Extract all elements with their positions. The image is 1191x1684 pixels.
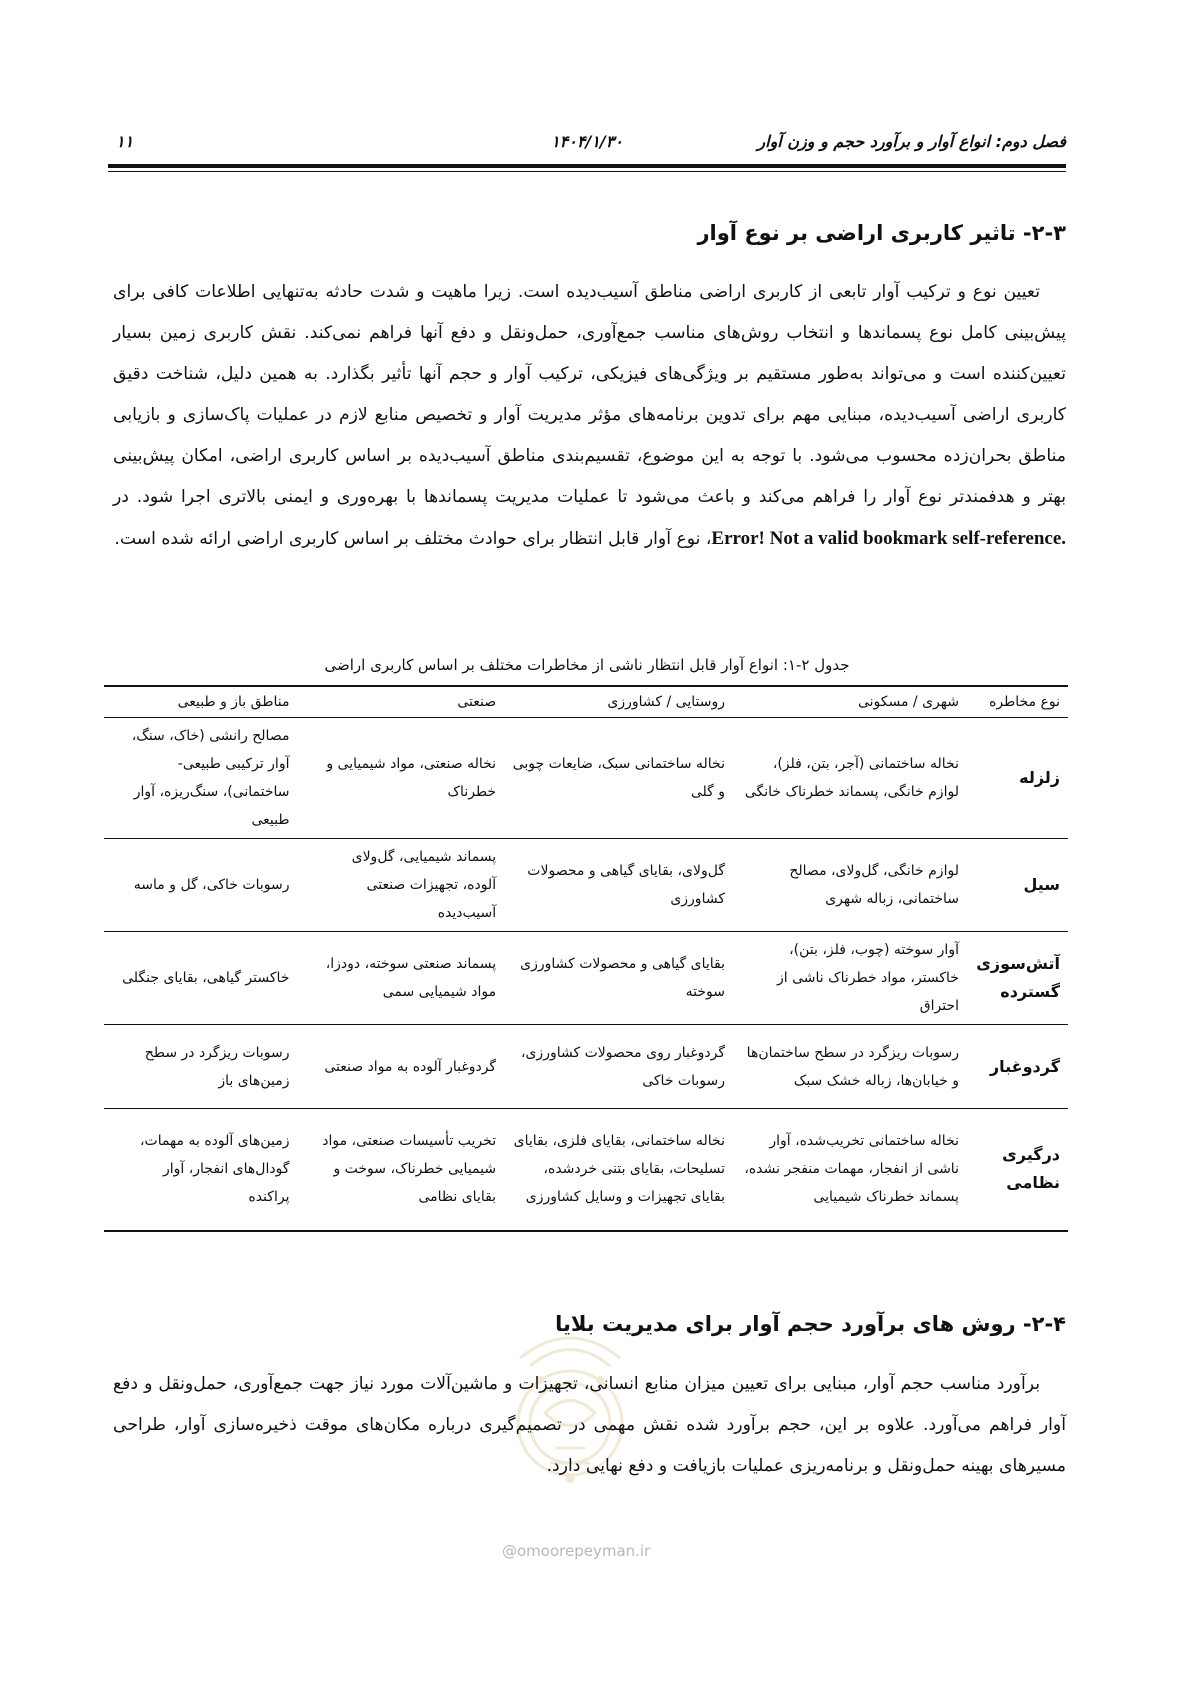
table-row	[104, 718, 1068, 839]
table-row	[104, 932, 1068, 1025]
header-rule-thin	[108, 171, 1066, 172]
table-cell: خاکستر گیاهی، بقایای جنگلی	[104, 932, 297, 1025]
col-header-industrial: صنعتی	[297, 686, 504, 718]
table-row	[104, 1025, 1068, 1109]
col-header-hazard: نوع مخاطره	[967, 686, 1068, 718]
col-header-natural: مناطق باز و طبیعی	[104, 686, 297, 718]
page-header	[108, 128, 1066, 162]
section-2-3-paragraph	[113, 272, 1066, 560]
table-cell: نخاله صنعتی، مواد شیمیایی و خطرناک	[297, 718, 504, 839]
table-row	[104, 839, 1068, 932]
table-cell: بقایای گیاهی و محصولات کشاورزی سوخته	[504, 932, 733, 1025]
table-cell: رسوبات خاکی، گل و ماسه	[104, 839, 297, 932]
page-number: ۱۱	[116, 132, 134, 151]
table-cell: رسوبات ریزگرد در سطح ساختمان‌ها و خیابان‌ها، زباله خشک سبک	[733, 1025, 967, 1109]
header-rule-thick	[108, 164, 1066, 168]
paragraph-tail: ، نوع آوار قابل انتظار برای حوادث مختلف بر اساس کاربری اراضی ارائه شده است.	[114, 529, 712, 549]
debris-by-landuse-table	[104, 685, 1068, 1232]
table-cell: گل‌ولای، بقایای گیاهی و محصولات کشاورزی	[504, 839, 733, 932]
table-row	[104, 1109, 1068, 1231]
col-header-urban: شهری / مسکونی	[733, 686, 967, 718]
table-cell: نخاله ساختمانی تخریب‌شده، آوار ناشی از انفجار، مهمات منفجر نشده، پسماند خطرناک شیمیایی	[733, 1109, 967, 1231]
hazard-cell: آتش‌سوزی گسترده	[967, 932, 1068, 1025]
section-2-4-paragraph	[113, 1364, 1066, 1487]
table-cell: پسماند شیمیایی، گل‌ولای آلوده، تجهیزات صنعتی آسیب‌دیده	[297, 839, 504, 932]
table-cell: پسماند صنعتی سوخته، دودزا، مواد شیمیایی سمی	[297, 932, 504, 1025]
table-caption: جدول ۲-۱: انواع آوار قابل انتظار ناشی از مخاطرات مختلف بر اساس کاربری اراضی	[324, 656, 850, 674]
table-cell: آوار سوخته (چوب، فلز، بتن)، خاکستر، مواد خطرناک ناشی از احتراق	[733, 932, 967, 1025]
table-cell: نخاله ساختمانی سبک، ضایعات چوبی و گلی	[504, 718, 733, 839]
table-cell: نخاله ساختمانی (آجر، بتن، فلز)، لوازم خانگی، پسماند خطرناک خانگی	[733, 718, 967, 839]
table-cell: رسوبات ریزگرد در سطح زمین‌های باز	[104, 1025, 297, 1109]
table-cell: زمین‌های آلوده به مهمات، گودال‌های انفجار، آوار پراکنده	[104, 1109, 297, 1231]
hazard-cell: زلزله	[967, 718, 1068, 839]
paragraph-body: تعیین نوع و ترکیب آوار تابعی از کاربری اراضی مناطق آسیب‌دیده است. زیرا ماهیت و شدت حادثه به‌تنهایی اطلاعات کافی برای پیش‌بینی کامل نوع پسماندها و انتخاب روش‌های مناسب جمع‌آوری، حمل‌ونقل و دفع آنها فراهم نمی‌کند. نقش کاربری زمین بسیار تعیین‌کننده است و می‌تواند به‌طور مستقیم بر ویژگی‌های فیزیکی، ترکیب آوار و حجم آنها تأثیر بگذارد. به همین دلیل، شناخت دقیق کاربری اراضی آسیب‌دیده، مبنایی مهم برای تدوین برنامه‌های مؤثر مدیریت آوار و تخصیص منابع لازم در عملیات پاک‌سازی و بازیابی مناطق بحران‌زده محسوب می‌شود. با توجه به این موضوع، تقسیم‌بندی مناطق آسیب‌دیده بر اساس کاربری اراضی، امکان پیش‌بینی بهتر و هدفمندتر نوع آوار را فراهم می‌کند و باعث می‌شود تا عملیات مدیریت پسماندها با بهره‌وری و ایمنی بالاتری اجرا شود. در	[113, 282, 1066, 507]
section-heading-2-4: ۲-۴- روش های برآورد حجم آوار برای مدیریت بلایا	[555, 1312, 1066, 1336]
table-cell: گردوغبار آلوده به مواد صنعتی	[297, 1025, 504, 1109]
hazard-cell: درگیری نظامی	[967, 1109, 1068, 1231]
table-cell: نخاله ساختمانی، بقایای فلزی، بقایای تسلیحات، بقایای بتنی خردشده، بقایای تجهیزات و وسایل کشاورزی	[504, 1109, 733, 1231]
header-date: ۱۴۰۴/۱/۳۰	[551, 132, 623, 151]
chapter-title: فصل دوم: انواع آوار و برآورد حجم و وزن آوار	[757, 132, 1066, 151]
section-heading-2-3: ۲-۳- تاثیر کاربری اراضی بر نوع آوار	[697, 221, 1066, 245]
table-cell: لوازم خانگی، گل‌ولای، مصالح ساختمانی، زباله شهری	[733, 839, 967, 932]
paragraph-body: برآورد مناسب حجم آوار، مبنایی برای تعیین میزان منابع انسانی، تجهیزات و ماشین‌آلات مورد نیاز جهت جمع‌آوری، حمل‌ونقل و دفع آوار فراهم می‌آورد. علاوه بر این، حجم برآورد شده نقش مهمی در تصمیم‌گیری درباره مکان‌های موقت ذخیره‌سازی آوار، طراحی مسیرهای بهینه حمل‌ونقل و برنامه‌ریزی عملیات بازیافت و دفع نهایی دارد.	[113, 1374, 1066, 1476]
table-cell: مصالح رانشی (خاک، سنگ، آوار ترکیبی طبیعی-ساختمانی)، سنگ‌ریزه، آوار طبیعی	[104, 718, 297, 839]
broken-cross-reference: Error! Not a valid bookmark self-reference.	[711, 528, 1066, 549]
hazard-cell: گردوغبار	[967, 1025, 1068, 1109]
hazard-cell: سیل	[967, 839, 1068, 932]
table-cell: تخریب تأسیسات صنعتی، مواد شیمیایی خطرناک، سوخت و بقایای نظامی	[297, 1109, 504, 1231]
col-header-rural: روستایی / کشاورزی	[504, 686, 733, 718]
watermark-url: @omoorepeyman.ir	[502, 1542, 651, 1560]
table-cell: گردوغبار روی محصولات کشاورزی، رسوبات خاکی	[504, 1025, 733, 1109]
table-header-row	[104, 686, 1068, 718]
